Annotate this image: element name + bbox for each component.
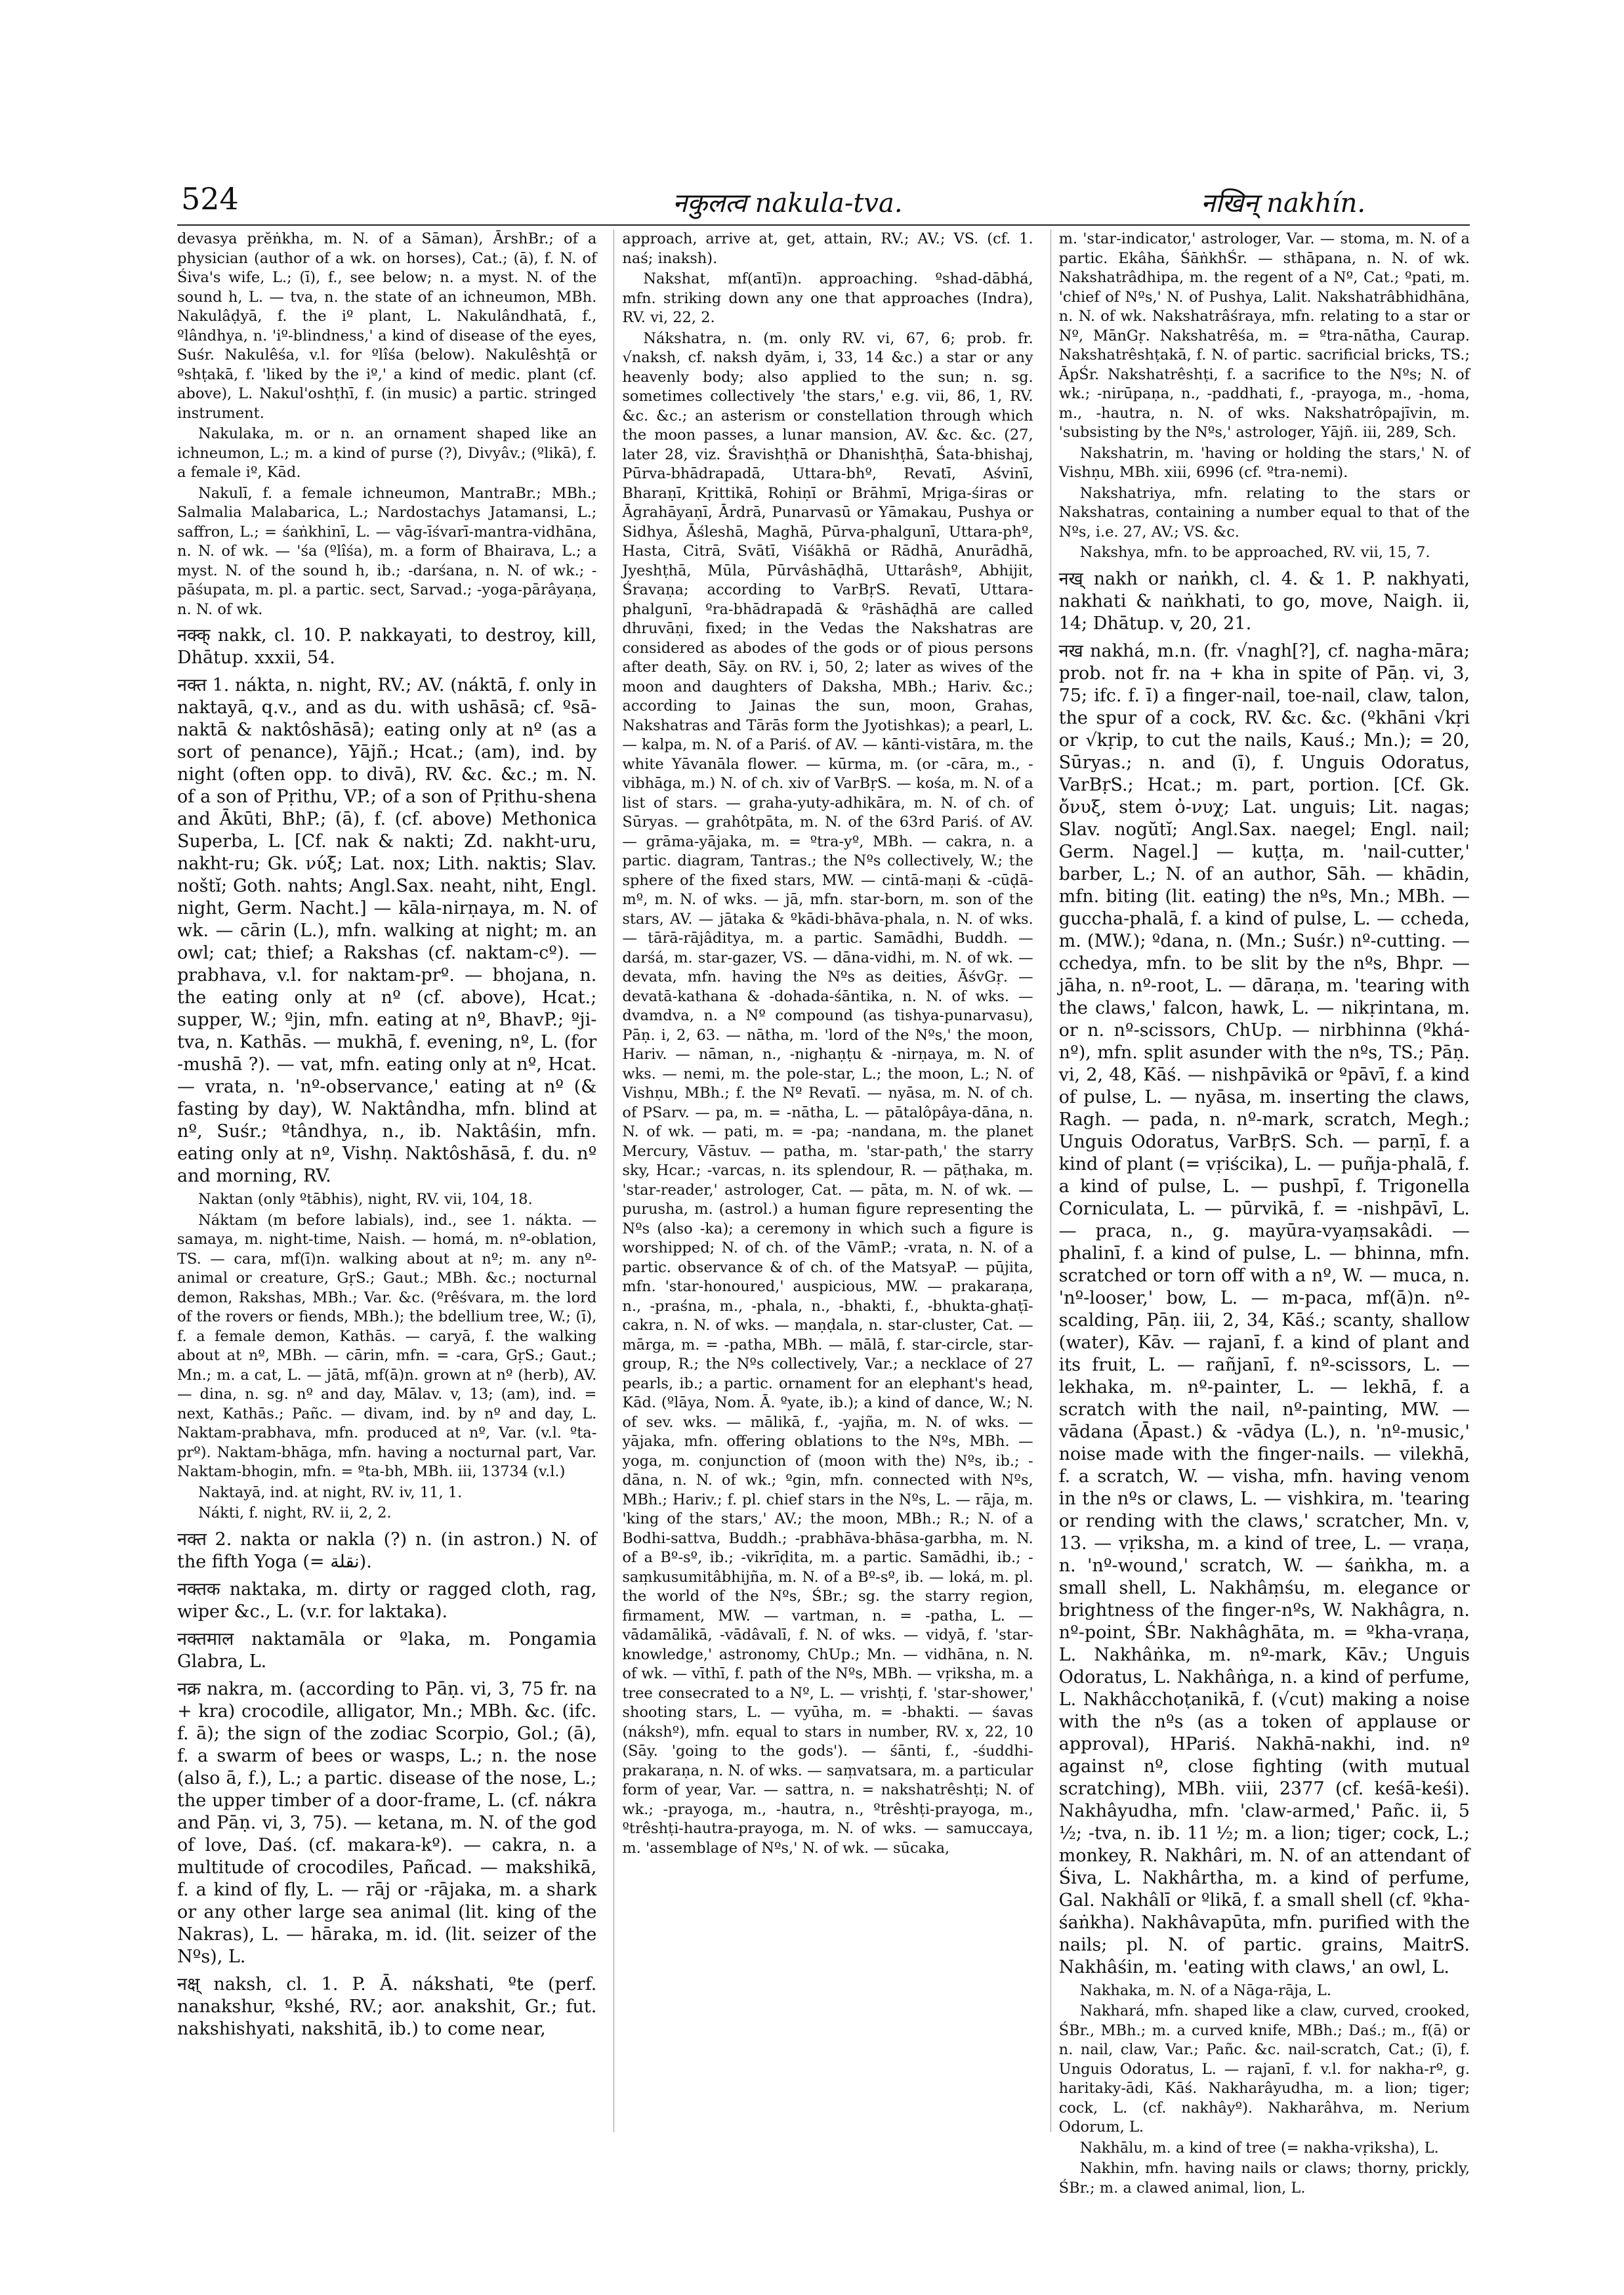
dictionary-entry: Nákti, f. night, RV. ii, 2, 2.	[198, 1504, 392, 1521]
dictionary-entry: Nakshatrin, m. 'having or holding the stars,' N. of Vishṇu, MBh. xiii, 6996 (cf. ºtra-nemi).	[1058, 444, 1470, 481]
dictionary-entry: नक्तक naktaka, m. dirty or ragged cloth, rag, wiper &c., L. (v.r. for laktaka).	[177, 1579, 597, 1622]
dictionary-entry: Nakshya, mfn. to be approached, RV. vii, 15, 7.	[1079, 544, 1430, 561]
dictionary-entry: नक्त 2. nakta or nakla (?) n. (in astron.) N. of the fifth Yoga (= نقلة).	[177, 1529, 597, 1572]
dictionary-entry: Naktan (only ºtābhis), night, RV. vii, 104, 18.	[198, 1191, 533, 1208]
column-right	[1051, 230, 1470, 2197]
dictionary-entry: Nakhará, mfn. shaped like a claw, curved, crooked, ŚBr., MBh.; m. a curved knife, MBh.; Daś.; m., f(ā) or n. nail, claw, Var.; Pañc. &c. nail-scratch, Cat.; (ī), f. Unguis Odoratus, L. — rajanī, f. v.l. for nakha-rº, g. haritaky-ādi, Kāś. Nakharâyudha, m. a lion; tiger; cock, L. (cf. nakhâyº). Nakharâhva, m. Nerium Odorum, L.	[1058, 2002, 1470, 2136]
column-left	[177, 230, 596, 2132]
dictionary-entry: नख nakhá, m.n. (fr. √nagh[?], cf. nagha-māra; prob. not fr. na + kha in spite of Pāṇ. vi, 3, 75; ifc. f. ī) a finger-nail, toe-nail, claw, talon, the spur of a cock, RV. &c. &c. (ºkhāni √kṛi or √kṛip, to cut the nails, Kauś.; Mn.); = 20, Sūryas.; n. and (ī), f. Unguis Odoratus, VarBṛS.; Hcat.; m. part, portion. [Cf. Gk. ὄνυξ, stem ὀ-νυχ; Lat. unguis; Lit. nagas; Slav. nogŭtĭ; Angl.Sax. naegel; Engl. nail; Germ. Nagel.] — kuṭṭa, m. 'nail-cutter,' barber, L.; N. of an author, Sāh. — khādin, mfn. biting (lit. eating) the nºs, Mn.; MBh. — guccha-phalā, f. a kind of pulse, L. — ccheda, m. (MW.); ºdana, n. (Mn.; Suśr.) nº-cutting. — cchedya, mfn. to be slit by the nºs, Bhpr. — jāha, n. nº-root, L. — dāraṇa, m. 'tearing with the claws,' falcon, hawk, L. — nikṛintana, m. or n. nº-scissors, ChUp. — nirbhinna (ºkhá-nº), mfn. split asunder with the nºs, TS.; Pāṇ. vi, 2, 48, Kāś. — nishpāvikā or ºpāvī, f. a kind of pulse, L. — nyāsa, m. inserting the claws, Ragh. — pada, n. nº-mark, scratch, Megh.; Unguis Odoratus, VarBṛS. Sch. — parṇī, f. a kind of plant (= vṛiścika), L. — puñja-phalā, f. a kind of pulse, L. — pushpī, f. Trigonella Corniculata, L. — pūrvikā, f. = -nishpāvī, L. — praca, n., g. mayūra-vyaṃsakâdi. — phalinī, f. a kind of pulse, L. — bhinna, mfn. scratched or torn off with a nº, W. — muca, n. 'nº-looser,' bow, L. — m-paca, mf(ā)n. nº-scalding, Pāṇ. iii, 2, 34, Kāś.; scanty, shallow (water), Kāv. — rajanī, f. a kind of plant and its fruit, L. — rañjanī, f. nº-scissors, L. — lekhaka, m. nº-painter, L. — lekhā, f. a scratch with the nail, nº-painting, MW. — vādana (Āpast.) & -vādya (L.), n. 'nº-music,' noise made with the finger-nails. — vilekhā, f. a scratch, W. — visha, mfn. having venom in the nºs or claws, L. — vishkira, m. 'tearing or rending with the claws,' scratcher, Mn. v, 13. — vṛiksha, m. a kind of tree, L. — vraṇa, n. 'nº-wound,' scratch, W. — śaṅkha, m. a small shell, L. Nakhâṃśu, m. elegance or brightness of the finger-nºs, W. Nakhâgra, n. nº-point, ŚBr. Nakhâghāta, m. = ºkha-vraṇa, L. Nakhâṅka, m. nº-mark, Kāv.; Unguis Odoratus, L. Nakhâṅga, n. a kind of perfume, L. Nakhâcchoṭanikā, f. (√cut) making a noise with the nºs (as a token of applause or approval), HPariś. Nakhā-nakhi, ind. nº against nº, close fighting (with mutual scratching), MBh. viii, 2377 (cf. keśā-keśi). Nakhâyudha, mfn. 'claw-armed,' Pañc. ii, 5 ½; -tva, n. ib. 11 ½; m. a lion; tiger; cock, L.; monkey, R. Nakhâri, m. N. of an attendant of Śiva, L. Nakhârtha, m. a kind of perfume, Gal. Nakhâlī or ºlikā, f. a small shell (cf. ºkha-śaṅkha). Nakhâvapūta, mfn. purified with the nails; pl. N. of partic. grains, MaitrS. Nakhâśin, m. 'eating with claws,' an owl, L.	[1058, 640, 1470, 1977]
dictionary-entry: Nakhālu, m. a kind of tree (= nakha-vṛiksha), L.	[1079, 2139, 1439, 2157]
dictionary-entry: नक्र nakra, m. (according to Pāṇ. vi, 3, 75 fr. na + kra) crocodile, alligator, Mn.; MBh. &c. (ifc. f. ā); the sign of the zodiac Scorpio, Gol.; (ā), f. a swarm of bees or wasps, L.; n. the nose (also ā, f.), L.; a partic. disease of the nose, L.; the upper timber of a door-frame, L. (cf. nákra and Pāṇ. vi, 3, 75). — ketana, m. N. of the god of love, Daś. (cf. makara-kº). — cakra, n. a multitude of crocodiles, Pañcad. — makshikā, f. a kind of fly, L. — rāj or -rājaka, m. a shark or any other large sea animal (lit. king of the Nakras), L. — hāraka, m. id. (lit. seizer of the Nºs), L.	[177, 1678, 597, 1967]
left-running-headword: नकुलत्व nakula-tva.	[673, 188, 903, 218]
dictionary-entry: Nakhin, mfn. having nails or claws; thorny, prickly, ŚBr.; m. a clawed animal, lion, L.	[1058, 2160, 1470, 2197]
page-number: 524	[181, 181, 239, 217]
dictionary-entry: devasya prĕṅkha, m. N. of a Sāman), ĀrshBr.; of a physician (author of a wk. on horses), Cat.; (ā), f. N. of Śiva's wife, L.; (ī), f., see below; n. a myst. N. of the sound h, L. — tva, n. the state of an ichneumon, MBh. Nakulâḍyā, f. the iº plant, L. Nakulândhatā, f., ºlândhya, n. 'iº-blindness,' a kind of disease of the eyes, Suśr. Nakulêśa, v.l. for ºlîśa (below). Nakulêshṭā or ºshṭakā, f. 'liked by the iº,' a kind of medic. plant (cf. above), L. Nakul'oshṭhī, f. (in music) a partic. stringed instrument.	[177, 230, 597, 422]
dictionary-entry: नक्ष् naksh, cl. 1. P. Ā. nákshati, ºte (perf. nanakshur, ºkshé, RV.; aor. anakshit, Gr.; fut. nakshishyati, nakshitā, ib.) to come near,	[177, 1974, 597, 2039]
column-middle	[614, 230, 1033, 2132]
dictionary-entry: Naktayā, ind. at night, RV. iv, 11, 1.	[198, 1483, 463, 1501]
dictionary-entry: Nakhaka, m. N. of a Nāga-rāja, L.	[1079, 1981, 1331, 1999]
dictionary-entry: Nakulaka, m. or n. an ornament shaped like an ichneumon, L.; m. a kind of purse (?), Divyâv.; (ºlikā), f. a female iº, Kād.	[177, 425, 597, 481]
page-header	[177, 178, 1470, 226]
dictionary-entry: Nákshatra, n. (m. only RV. vi, 67, 6; prob. fr. √naksh, cf. naksh dyām, i, 33, 14 &c.) a star or any heavenly body; also applied to the sun; n. sg. sometimes collectively 'the stars,' e.g. vii, 86, 1, RV. &c. &c.; an asterism or constellation through which the moon passes, a lunar mansion, AV. &c. &c. (27, later 28, viz. Śravishṭhā or Dhanishṭhā, Śata-bhishaj, Pūrva-bhādrapadā, Uttara-bhº, Revatī, Aśvinī, Bharaṇī, Kṛittikā, Rohiṇī or Brāhmī, Mṛiga-śiras or Āgrahāyaṇī, Ārdrā, Punarvasū or Yāmakau, Pushya or Sidhya, Āśleshā, Maghā, Pūrva-phalgunī, Uttara-phº, Hasta, Citrā, Svātī, Viśākhā or Rādhā, Anurādhā, Jyeshṭhā, Mūla, Pūrvâshāḍhā, Uttarâshº, Abhijit, Śravaṇa; according to VarBṛS. Revatī, Uttara-phalgunī, ºra-bhādrapadā & ºrāshāḍhā are called dhruvāṇi, fixed; in the Vedas the Nakshatras are considered as abodes of the gods or of pious persons after death, Sāy. on RV. i, 50, 2; later as wives of the moon and daughters of Daksha, MBh.; Hariv. &c.; according to Jainas the sun, moon, Grahas, Nakshatras and Tārās form the Jyotishkas); a pearl, L. — kalpa, m. N. of a Pariś. of AV. — kānti-vistāra, m. the white Yāvanāla flower. — kūrma, m. (or -cāra, m., -vibhāga, m.) N. of ch. xiv of VarBṛS. — kośa, m. N. of a list of stars. — graha-yuty-adhikāra, m. N. of ch. of Sūryas. — grahôtpāta, m. N. of the 63rd Pariś. of AV. — grāma-yājaka, m. = ºtra-yº, MBh. — cakra, n. a partic. diagram, Tantras.; the Nºs collectively, W.; the sphere of the fixed stars, MW. — cintā-maṇi & -cūḍā-mº, m. N. of wks. — jā, mfn. star-born, m. son of the stars, AV. — jātaka & ºkādi-bhāva-phala, n. N. of wks. — tārā-rājâditya, m. a partic. Samādhi, Buddh. — darśá, m. star-gazer, VS. — dāna-vidhi, m. N. of wk. — devata, mfn. having the Nºs as deities, ĀśvGṛ. — devatā-kathana & -dohada-śāntika, n. N. of wks. — dvamdva, n. a Nº compound (as tishya-punarvasu), Pāṇ. i, 2, 63. — nātha, m. 'lord of the Nºs,' the moon, Hariv. — nāman, n., -nighaṇṭu & -nirṇaya, m. N. of wks. — nemi, m. the pole-star, L.; the moon, L.; N. of Vishṇu, MBh.; f. the Nº Revatī. — nyāsa, m. N. of ch. of PSarv. — pa, m. = -nātha, L. — pātalôpâya-dāna, n. N. of wk. — pati, m. = -pa; -nandana, m. the planet Mercury, Vāstuv. — patha, m. 'star-path,' the starry sky, Hcar.; -varcas, n. its splendour, R. — pāṭhaka, m. 'star-reader,' astrologer, Cat. — pāta, m. N. of wk. — purusha, m. (astrol.) a human figure representing the Nºs (also -ka); a ceremony in which such a figure is worshipped; N. of ch. of the VāmP.; -vrata, n. N. of a partic. observance & of ch. of the MatsyaP. — pūjita, mfn. 'star-honoured,' auspicious, MW. — prakaraṇa, n., -praśna, m., -phala, n., -bhakti, f., -bhukta-ghaṭī-cakra, n. N. of wks. — maṇḍala, n. star-cluster, Cat. — mārga, m. = -patha, MBh. — mālā, f. star-circle, star-group, R.; the Nºs collectively, Var.; a necklace of 27 pearls, ib.; a partic. ornament for an elephant's head, Kād. (ºlāya, Nom. Ā. ºyate, ib.); a kind of dance, W.; N. of sev. wks. — mālikā, f., -yajña, m. N. of wks. — yājaka, mfn. offering oblations to the Nºs, MBh. — yoga, m. conjunction of (moon with the) Nºs, ib.; -dāna, n. N. of wk.; ºgin, mfn. connected with Nºs, MBh.; Hariv.; f. pl. chief stars in the Nºs, L. — rāja, m. 'king of the stars,' AV.; the moon, MBh.; R.; N. of a Bodhi-sattva, Buddh.; -prabhāva-bhāsa-garbha, m. N. of a Bº-sº, ib.; -vikrīḍita, m. a partic. Samādhi, ib.; -saṃkusumitâbhijña, m. N. of a Bº-sº, ib. — loká, m. pl. the world of the Nºs, ŚBr.; sg. the starry region, firmament, MW. — vartman, n. = -patha, L. — vādamālikā, -vādâvalī, f. N. of wks. — vidyā, f. 'star-knowledge,' astronomy, ChUp.; Mn. — vidhāna, n. N. of wk. — vīthī, f. path of the Nºs, MBh. — vṛiksha, m. a tree consecrated to a Nº, L. — vrishṭi, f. 'star-shower,' shooting stars, L. — vyūha, m. = -bhakti. — śavas (nákshº), mfn. equal to stars in number, RV. x, 22, 10 (Sāy. 'going to the gods'). — śānti, f., -śuddhi-prakaraṇa, n. N. of wks. — saṃvatsara, m. a particular form of year, Var. — sattra, n. = nakshatrêshṭi; N. of wk.; -prayoga, m., -hautra, n., ºtrêshṭi-prayoga, m., ºtrêshṭi-hautra-prayoga, m. N. of wks. — samuccaya, m. 'assemblage of Nºs,' N. of wk. — sūcaka,	[622, 329, 1033, 1857]
right-running-headword: नखिन् nakhín.	[1201, 188, 1366, 218]
dictionary-entry: नक्क् nakk, cl. 10. P. nakkayati, to destroy, kill, Dhātup. xxxii, 54.	[177, 625, 597, 668]
dictionary-entry: Nakshatriya, mfn. relating to the stars or Nakshatras, containing a number equal to that of the Nºs, i.e. 27, AV.; VS. &c.	[1058, 484, 1470, 541]
dictionary-entry: नक्त 1. nákta, n. night, RV.; AV. (náktā, f. only in naktayā, q.v., and as du. with ushāsā; cf. ºsā-naktā & naktôshāsā); eating only at nº (as a sort of penance), Yājñ.; Hcat.; (am), ind. by night (often opp. to divā), RV. &c. &c.; m. N. of a son of Pṛithu, VP.; of a son of Pṛithu-shena and Ākūti, BhP.; (ā), f. (cf. above) Methonica Superba, L. [Cf. nak & nakti; Zd. nakht-uru, nakht-ru; Gk. νύξ; Lat. nox; Lith. naktis; Slav. noštĭ; Goth. nahts; Angl.Sax. neaht, niht, Engl. night, Germ. Nacht.] — kāla-nirṇaya, m. N. of wk. — cārin (L.), mfn. walking at night; m. an owl; cat; thief; a Rakshas (cf. naktam-cº). — prabhava, v.l. for naktam-prº. — bhojana, n. the eating only at nº (cf. above), Hcat.; supper, W.; ºjin, mfn. eating at nº, BhavP.; ºji-tva, n. Kathās. — mukhā, f. evening, nº, L. (for -mushā ?). — vat, mfn. eating only at nº, Hcat. — vrata, n. 'nº-observance,' eating at nº (& fasting by day), W. Naktândha, mfn. blind at nº, Suśr.; ºtândhya, n., ib. Naktâśin, mfn. eating only at nº, Vishṇ. Naktôshāsā, f. du. nº and morning, RV.	[177, 675, 597, 1186]
dictionary-entry: Nakulī, f. a female ichneumon, MantraBr.; MBh.; Salmalia Malabarica, L.; Nardostachys Jatamansi, L.; saffron, L.; = śaṅkhinī, L. — vāg-īśvarī-mantra-vidhāna, n. N. of wk. — 'śa (ºlîśa), m. a form of Bhairava, L.; a myst. N. of the sound h, ib.; -darśana, n. N. of wk.; -pāśupata, m. pl. a partic. sect, Sarvad.; -yoga-pārâyaṇa, n. N. of wk.	[177, 484, 597, 618]
dictionary-entry: नक्तमाल naktamāla or ºlaka, m. Pongamia Glabra, L.	[177, 1628, 597, 1672]
dictionary-entry: approach, arrive at, get, attain, RV.; AV.; VS. (cf. 1. naś; inaksh).	[622, 230, 1033, 267]
dictionary-entry: नख् nakh or naṅkh, cl. 4. & 1. P. nakhyati, nakhati & naṅkhati, to go, move, Naigh. ii, 14; Dhātup. v, 20, 21.	[1058, 568, 1470, 634]
dictionary-entry: m. 'star-indicator,' astrologer, Var. — stoma, m. N. of a partic. Ekâha, ŚāṅkhŚr. — sthāpana, n. N. of wk. Nakshatrâdhipa, m. the regent of a Nº, Cat.; ºpati, m. 'chief of Nºs,' N. of Pushya, Lalit. Nakshatrâbhidhāna, n. N. of wk. Nakshatrâśraya, mfn. relating to a star or Nº, MānGṛ. Nakshatrêśa, m. = ºtra-nātha, Caurap. Nakshatrêshṭakā, f. N. of partic. sacrificial bricks, TS.; ĀpŚr. Nakshatrêshṭi, f. a sacrifice to the Nºs; N. of wk.; -nirūpaṇa, n., -paddhati, f., -prayoga, m., -homa, m., -hautra, n. N. of wks. Nakshatrôpajīvin, m. 'subsisting by the Nºs,' astrologer, Yājñ. iii, 289, Sch.	[1058, 230, 1470, 441]
page-body	[177, 230, 1470, 2197]
dictionary-entry: Nakshat, mf(antī)n. approaching. ºshad-dābhá, mfn. striking down any one that approaches (Indra), RV. vi, 22, 2.	[622, 270, 1033, 326]
dictionary-entry: Náktam (m before labials), ind., see 1. nákta. — samaya, m. night-time, Naish. — homá, m. nº-oblation, TS. — cara, mf(ī)n. walking about at nº; m. any nº-animal or creature, GṛS.; Gaut.; MBh. &c.; nocturnal demon, Rakshas, MBh.; Var. &c. (ºrêśvara, m. the lord of the rovers or fiends, MBh.); the bdellium tree, W.; (ī), f. a female demon, Kathās. — caryā, f. the walking about at nº, MBh. — cārin, mfn. = -cara, GṛS.; Gaut.; Mn.; m. a cat, L. — jātā, mf(ā)n. grown at nº (herb), AV. — dina, n. sg. nº and day, Mālav. v, 13; (am), ind. = next, Kathās.; Pañc. — divam, ind. by nº and day, L. Naktam-prabhava, mfn. produced at nº, Var. (v.l. ºta-prº). Naktam-bhāga, mfn. having a nocturnal part, Var. Naktam-bhogin, mfn. = ºta-bh, MBh. iii, 13734 (v.l.)	[177, 1211, 597, 1480]
